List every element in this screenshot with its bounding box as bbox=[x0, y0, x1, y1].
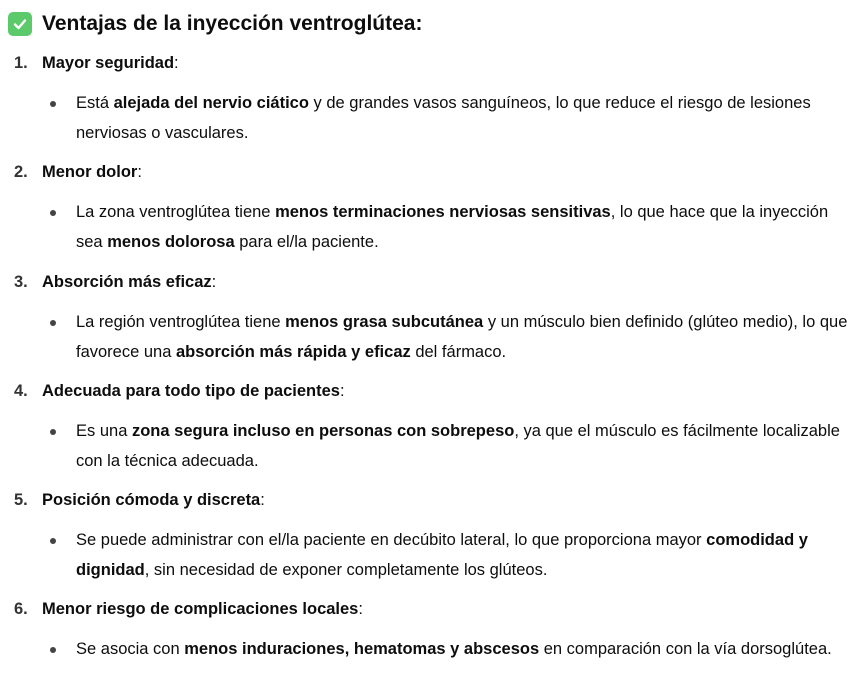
item-title-colon: : bbox=[339, 382, 345, 400]
item-title-colon: : bbox=[174, 54, 179, 72]
item-title-colon: : bbox=[211, 273, 217, 291]
item-title-text: Adecuada para todo tipo de pacientes bbox=[42, 382, 340, 400]
bullet-dot-icon bbox=[50, 320, 56, 326]
bullet-point bbox=[50, 416, 850, 476]
bold-text-run: menos dolorosa bbox=[107, 233, 235, 251]
text-run: para el/la paciente. bbox=[234, 233, 379, 251]
item-number: 5. bbox=[14, 491, 28, 509]
bold-text-run: menos terminaciones nerviosas sensitivas bbox=[275, 203, 611, 221]
bullet-point bbox=[50, 525, 850, 585]
item-title-text: Mayor seguridad bbox=[42, 54, 175, 72]
bold-text-run: absorción más rápida y eficaz bbox=[175, 343, 411, 361]
item-title-colon: : bbox=[260, 491, 265, 509]
text-run: Se puede administrar con el/la paciente en decúbito lateral, lo que proporciona mayor bbox=[76, 531, 707, 549]
item-title bbox=[14, 160, 142, 184]
item-title bbox=[14, 488, 265, 512]
item-number: 6. bbox=[14, 600, 28, 618]
bullet-text bbox=[76, 197, 850, 257]
bullet-point bbox=[50, 634, 850, 664]
bullet-text bbox=[76, 634, 850, 664]
section-heading bbox=[8, 8, 422, 40]
bullet-dot-icon bbox=[50, 429, 56, 435]
bold-text-run: comodidad y dignidad bbox=[76, 531, 808, 579]
bullet-text bbox=[76, 525, 850, 585]
text-run: , sin necesidad de exponer completamente los glúteos. bbox=[144, 561, 548, 579]
bold-text-run: menos grasa subcutánea bbox=[285, 313, 484, 331]
bold-text-run: menos induraciones, hematomas y abscesos bbox=[184, 640, 540, 658]
item-title-text: Absorción más eficaz bbox=[42, 273, 212, 291]
bold-text-run: alejada del nervio ciático bbox=[113, 94, 309, 112]
item-number: 2. bbox=[14, 163, 28, 181]
heading-text: Ventajas de la inyección ventroglútea: bbox=[42, 12, 423, 35]
bullet-point bbox=[50, 88, 850, 148]
text-run: Es una bbox=[76, 422, 132, 440]
text-run: y de grandes vasos sanguíneos, lo que reduce el riesgo de lesiones nerviosas o vasculares. bbox=[76, 94, 811, 142]
item-title-colon: : bbox=[137, 163, 142, 181]
item-title bbox=[14, 270, 216, 294]
item-title bbox=[14, 597, 363, 621]
text-run: , lo que hace que la inyección sea bbox=[76, 203, 829, 251]
bold-text-run: zona segura incluso en personas con sobrepeso bbox=[131, 422, 515, 440]
bullet-dot-icon bbox=[50, 101, 56, 107]
text-run: La zona ventroglútea tiene bbox=[76, 203, 276, 221]
text-run: , ya que el músculo es fácilmente localizable con la técnica adecuada. bbox=[76, 422, 840, 470]
text-run: La región ventroglútea tiene bbox=[76, 313, 286, 331]
bullet-dot-icon bbox=[50, 647, 56, 653]
item-title-colon: : bbox=[358, 600, 363, 618]
bullet-text bbox=[76, 88, 850, 148]
bullet-point bbox=[50, 197, 850, 257]
check-mark-button-icon bbox=[8, 12, 32, 36]
item-title bbox=[14, 51, 179, 75]
item-number: 4. bbox=[14, 382, 28, 400]
bullet-text bbox=[76, 416, 850, 476]
text-run: en comparación con la vía dorsoglútea. bbox=[539, 640, 832, 658]
item-number: 1. bbox=[14, 54, 28, 72]
item-title-text: Menor riesgo de complicaciones locales bbox=[42, 600, 359, 618]
item-title bbox=[14, 379, 345, 403]
item-title-text: Menor dolor bbox=[42, 163, 138, 181]
bullet-point bbox=[50, 307, 850, 367]
bullet-text bbox=[76, 307, 850, 367]
item-title-text: Posición cómoda y discreta bbox=[42, 491, 261, 509]
text-run: Se asocia con bbox=[76, 640, 185, 658]
text-run: del fármaco. bbox=[410, 343, 507, 361]
bullet-dot-icon bbox=[50, 538, 56, 544]
text-run: Está bbox=[76, 94, 114, 112]
bullet-dot-icon bbox=[50, 210, 56, 216]
item-number: 3. bbox=[14, 273, 28, 291]
text-run: y un músculo bien definido (glúteo medio), lo que favorece una bbox=[76, 313, 848, 361]
